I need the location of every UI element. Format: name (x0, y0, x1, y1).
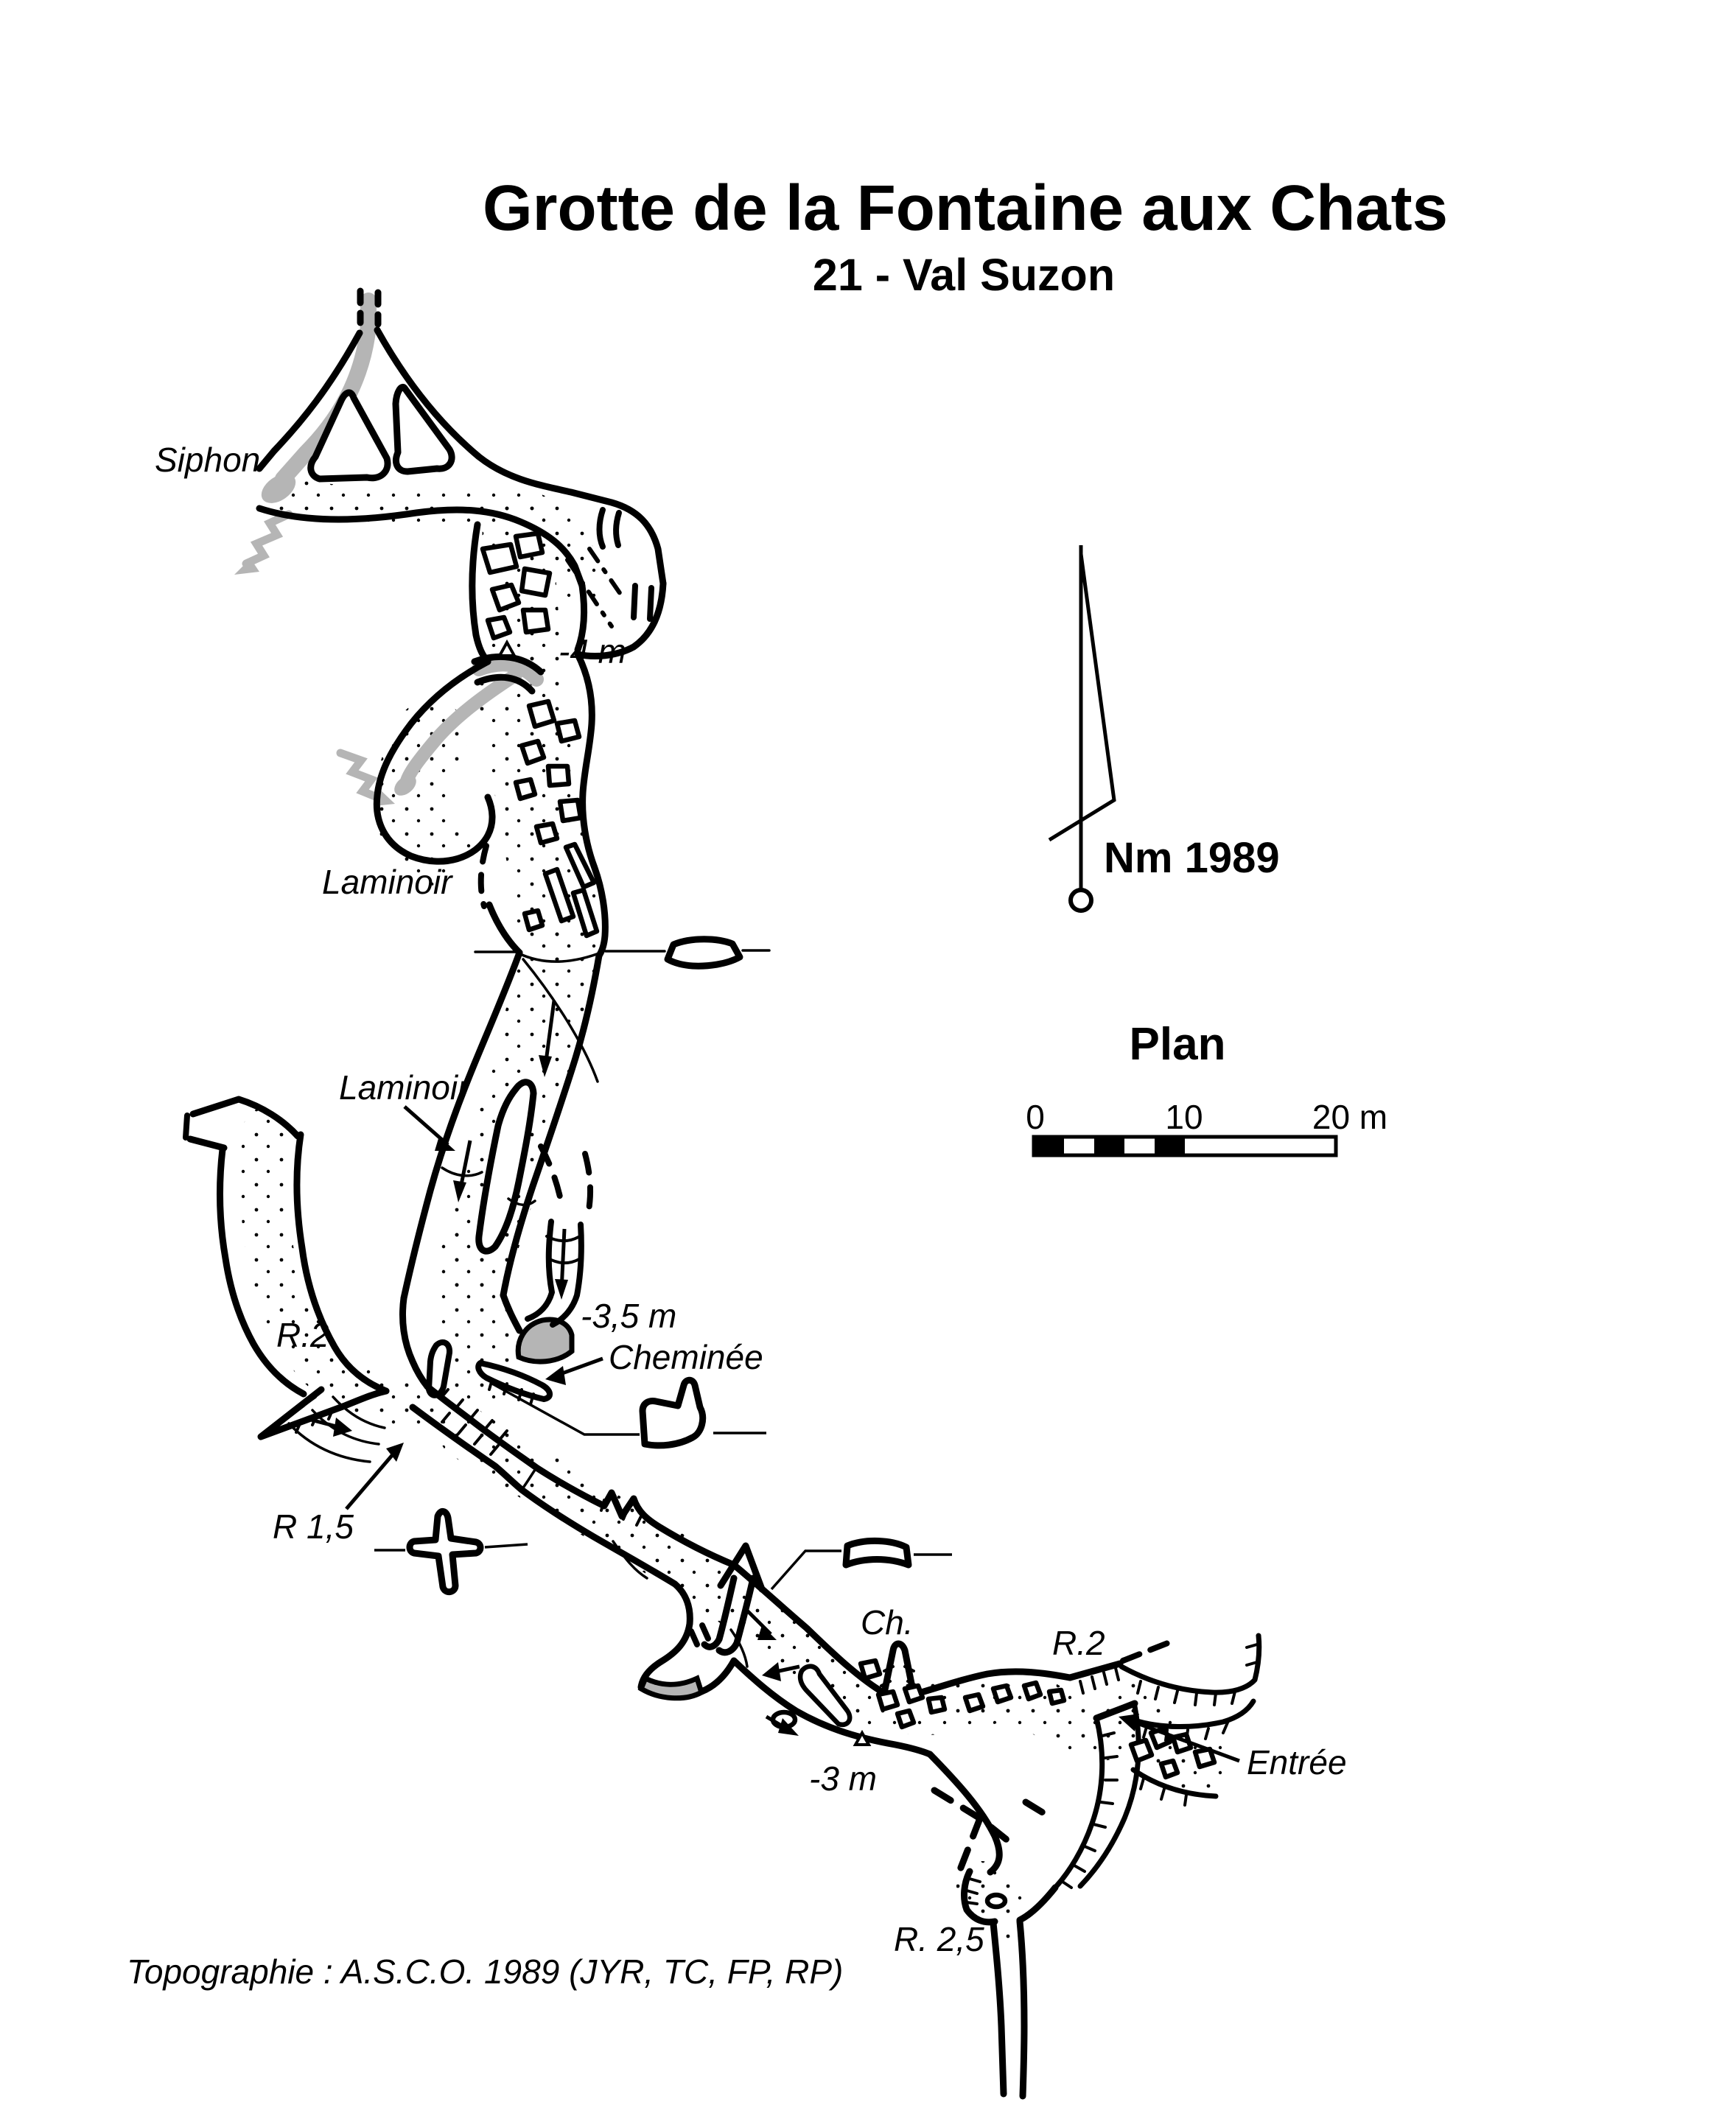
north-arrow-base-circle (1071, 890, 1091, 911)
page-title: Grotte de la Fontaine aux Chats (482, 172, 1449, 244)
label-r2-west: R.2 (276, 1316, 329, 1354)
scale-tick-0: 0 (1026, 1098, 1045, 1136)
scale-bar (1026, 1019, 1387, 1155)
north-arrow-label: Nm 1989 (1104, 834, 1280, 882)
label-siphon: Siphon (155, 441, 261, 479)
stream-sink-zigzag-arrow-1 (246, 514, 289, 564)
label-depth-minus3: -3 m (809, 1759, 877, 1798)
label-cheminee: Cheminée (609, 1338, 763, 1376)
north-arrow (1049, 545, 1280, 911)
scale-tick-10: 10 (1165, 1098, 1203, 1136)
label-laminoir-upper: Laminoir (322, 863, 452, 901)
label-depth-minus35: -3,5 m (581, 1297, 677, 1335)
cross-section-star (410, 1511, 480, 1591)
pool-minus35 (518, 1320, 572, 1362)
label-r15: R 1,5 (273, 1507, 354, 1546)
label-r2-entrance: R.2 (1052, 1624, 1105, 1662)
cross-section-boot (643, 1380, 703, 1446)
stream-sink-zigzag-arrow-2 (340, 753, 379, 798)
cross-section-small (846, 1541, 909, 1565)
page-subtitle: 21 - Val Suzon (812, 250, 1116, 300)
label-ch: Ch. (861, 1603, 914, 1642)
label-r25: R. 2,5 (894, 1920, 984, 1958)
credit-line: Topographie : A.S.C.O. 1989 (JYR, TC, FP, RP) (127, 1952, 844, 1991)
plan-heading: Plan (1129, 1019, 1226, 1070)
scale-tick-20m: 20 m (1312, 1098, 1388, 1136)
label-laminoir-lower: Laminoir (339, 1068, 469, 1107)
title-block (483, 172, 1448, 300)
cross-section-flat (668, 939, 740, 966)
pool-gallery (641, 1678, 701, 1698)
label-entree: Entrée (1247, 1743, 1347, 1782)
label-depth-minus4: -4 m (559, 632, 626, 670)
